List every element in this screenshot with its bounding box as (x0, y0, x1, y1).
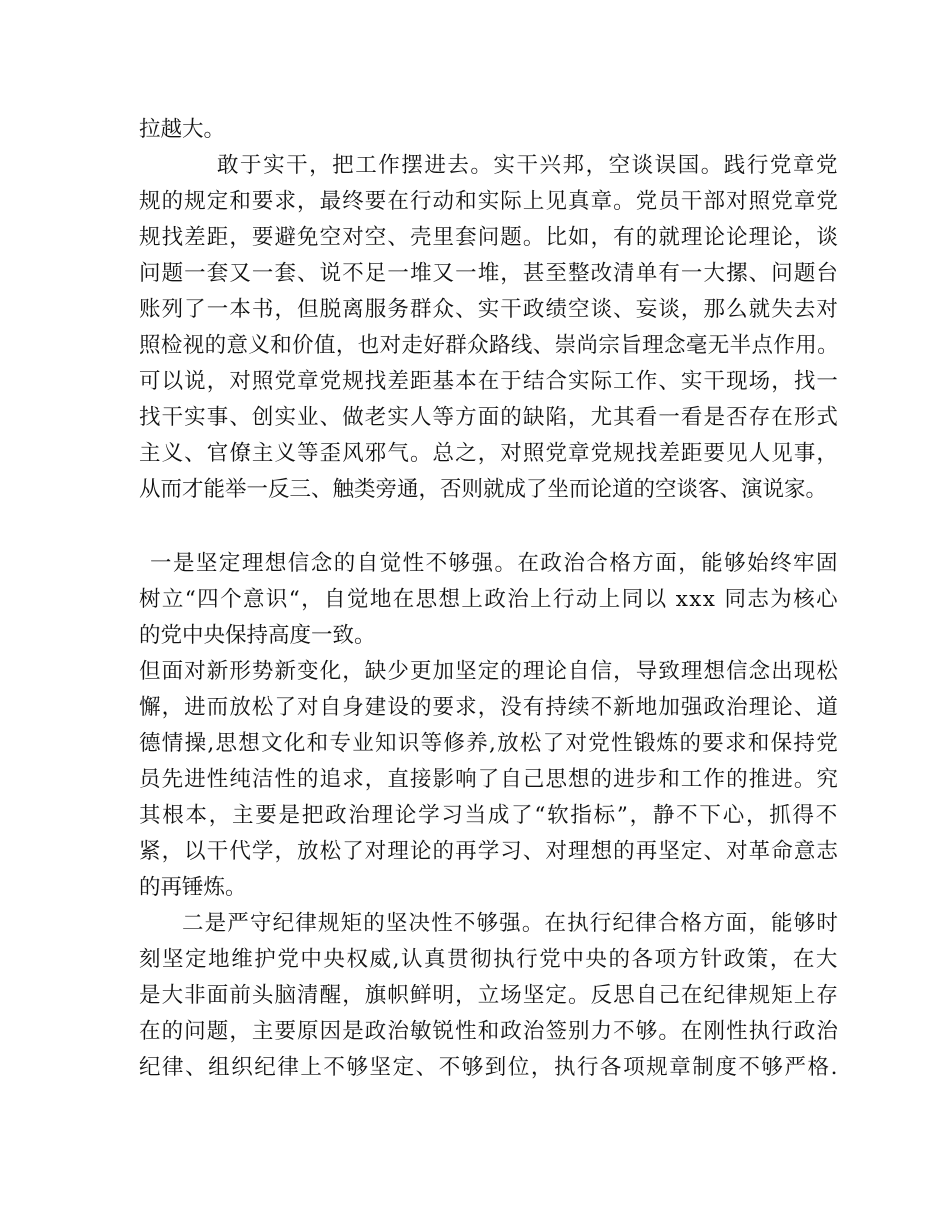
text-line: 规的规定和要求，最终要在行动和实际上见真章。党员干部对照党章党 (139, 189, 839, 214)
text-line: 从而才能举一反三、触类旁通，否则就成了坐而论道的空谈客、演说家。 (139, 477, 828, 502)
text-line: 树立“四个意识“，自觉地在思想上政治上行动上同以 xxx 同志为核心 (139, 587, 839, 612)
text-line: 找干实事、创实业、做老实人等方面的缺陷，尤其看一看是否存在形式 (139, 405, 839, 430)
text-line: 一是坚定理想信念的自觉性不够强。在政治合格方面，能够始终牢固 (150, 551, 839, 576)
text-line: 主义、官僚主义等歪风邪气。总之，对照党章党规找差距要见人见事， (139, 441, 839, 466)
text-line: 敢于实干，把工作摆进去。实干兴邦，空谈误国。践行党章党 (217, 153, 839, 178)
text-line: 但面对新形势新变化，缺少更加坚定的理论自信，导致理想信念出现松 (139, 659, 839, 684)
text-line: 可以说，对照党章党规找差距基本在于结合实际工作、实干现场，找一 (139, 369, 839, 394)
text-line: 其根本，主要是把政治理论学习当成了“软指标”，静不下心，抓得不 (139, 803, 839, 828)
text-line: 账列了一本书，但脱离服务群众、实干政绩空谈、妄谈，那么就失去对 (139, 297, 839, 322)
text-line: 德情操,思想文化和专业知识等修养,放松了对党性锻炼的要求和保持党 (139, 731, 840, 756)
text-line: 二是严守纪律规矩的坚决性不够强。在执行纪律合格方面，能够时 (182, 911, 839, 936)
text-line: 刻坚定地维护党中央权威,认真贯彻执行党中央的各项方针政策，在大 (139, 947, 839, 972)
text-line: 纪律、组织纪律上不够坚定、不够到位，执行各项规章制度不够严格. (139, 1055, 839, 1080)
text-line: 在的问题，主要原因是政治敏锐性和政治签别力不够。在刚性执行政治 (139, 1019, 839, 1044)
text-line: 懈，进而放松了对自身建设的要求，没有持续不新地加强政治理论、道 (139, 695, 839, 720)
text-line: 规找差距，要避免空对空、壳里套问题。比如，有的就理论论理论，谈 (139, 225, 839, 250)
text-line: 照检视的意义和价值，也对走好群众路线、崇尚宗旨理念毫无半点作用。 (139, 333, 840, 358)
text-line: 员先进性纯洁性的追求，直接影响了自己思想的进步和工作的推进。究 (139, 767, 839, 792)
text-line: 是大非面前头脑清醒，旗帜鲜明，立场坚定。反思自己在纪律规矩上存 (139, 983, 839, 1008)
text-line: 问题一套又一套、说不足一堆又一堆，甚至整改清单有一大摞、问题台 (139, 261, 839, 286)
text-line: 拉越大。 (139, 117, 226, 142)
text-line: 的党中央保持高度一致。 (139, 623, 376, 648)
text-line: 紧，以干代学，放松了对理论的再学习、对理想的再坚定、对革命意志 (139, 839, 839, 864)
text-line: 的再锤炼。 (139, 875, 247, 900)
